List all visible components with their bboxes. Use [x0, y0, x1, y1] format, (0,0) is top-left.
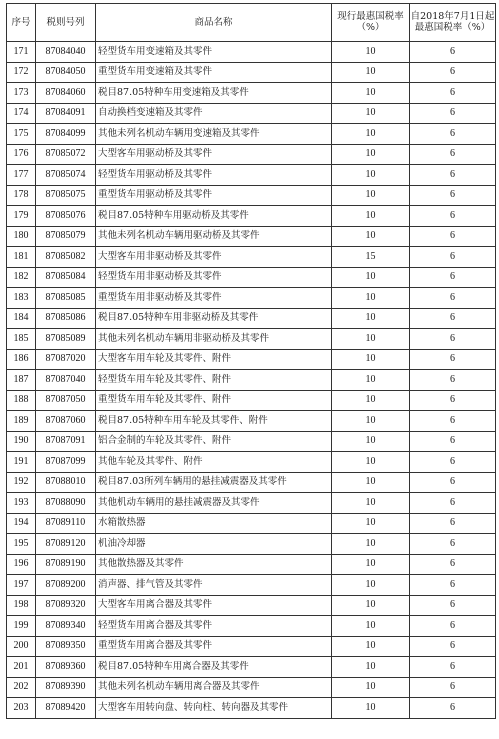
table-row [7, 554, 496, 575]
cell-product-name: 重型货车用非驱动桥及其零件 [96, 288, 332, 309]
cell-tariff-code: 87089340 [36, 616, 96, 637]
cell-product-name: 大型客车用驱动桥及其零件 [96, 144, 332, 165]
cell-current-mfn-rate: 10 [332, 575, 410, 596]
cell-serial-number: 171 [7, 42, 36, 63]
cell-current-mfn-rate: 10 [332, 288, 410, 309]
table-row [7, 411, 496, 432]
cell-new-mfn-rate: 6 [410, 185, 496, 206]
table-row [7, 267, 496, 288]
table-row [7, 42, 496, 63]
cell-new-mfn-rate: 6 [410, 636, 496, 657]
cell-current-mfn-rate: 10 [332, 534, 410, 555]
header-new-mfn-rate: 自2018年7月1日起最惠国税率（%） [410, 4, 496, 42]
cell-product-name: 大型客车用非驱动桥及其零件 [96, 247, 332, 268]
header-serial-number: 序号 [7, 4, 36, 42]
cell-tariff-code: 87088090 [36, 493, 96, 514]
cell-serial-number: 184 [7, 308, 36, 329]
cell-new-mfn-rate: 6 [410, 83, 496, 104]
cell-serial-number: 178 [7, 185, 36, 206]
cell-new-mfn-rate: 6 [410, 534, 496, 555]
cell-new-mfn-rate: 6 [410, 103, 496, 124]
cell-product-name: 税目87.05特种车用离合器及其零件 [96, 657, 332, 678]
cell-product-name: 自动换档变速箱及其零件 [96, 103, 332, 124]
cell-serial-number: 172 [7, 62, 36, 83]
cell-current-mfn-rate: 10 [332, 62, 410, 83]
cell-current-mfn-rate: 15 [332, 247, 410, 268]
cell-new-mfn-rate: 6 [410, 165, 496, 186]
cell-product-name: 重型货车用车轮及其零件、附件 [96, 390, 332, 411]
cell-serial-number: 196 [7, 554, 36, 575]
cell-tariff-code: 87089190 [36, 554, 96, 575]
cell-serial-number: 191 [7, 452, 36, 473]
cell-current-mfn-rate: 10 [332, 595, 410, 616]
cell-serial-number: 182 [7, 267, 36, 288]
cell-new-mfn-rate: 6 [410, 575, 496, 596]
cell-current-mfn-rate: 10 [332, 329, 410, 350]
cell-new-mfn-rate: 6 [410, 62, 496, 83]
cell-serial-number: 173 [7, 83, 36, 104]
cell-serial-number: 188 [7, 390, 36, 411]
cell-new-mfn-rate: 6 [410, 329, 496, 350]
cell-serial-number: 185 [7, 329, 36, 350]
cell-serial-number: 175 [7, 124, 36, 145]
cell-product-name: 其他机动车辆用的悬挂减震器及其零件 [96, 493, 332, 514]
cell-tariff-code: 87084040 [36, 42, 96, 63]
cell-product-name: 轻型货车用离合器及其零件 [96, 616, 332, 637]
cell-product-name: 轻型货车用驱动桥及其零件 [96, 165, 332, 186]
cell-tariff-code: 87089110 [36, 513, 96, 534]
table-row [7, 226, 496, 247]
cell-product-name: 水箱散热器 [96, 513, 332, 534]
cell-current-mfn-rate: 10 [332, 472, 410, 493]
cell-serial-number: 174 [7, 103, 36, 124]
cell-serial-number: 179 [7, 206, 36, 227]
cell-serial-number: 195 [7, 534, 36, 555]
cell-new-mfn-rate: 6 [410, 124, 496, 145]
table-row [7, 349, 496, 370]
cell-new-mfn-rate: 6 [410, 657, 496, 678]
cell-current-mfn-rate: 10 [332, 267, 410, 288]
cell-current-mfn-rate: 10 [332, 636, 410, 657]
cell-current-mfn-rate: 10 [332, 513, 410, 534]
cell-serial-number: 200 [7, 636, 36, 657]
cell-serial-number: 197 [7, 575, 36, 596]
cell-tariff-code: 87087040 [36, 370, 96, 391]
cell-new-mfn-rate: 6 [410, 616, 496, 637]
cell-tariff-code: 87084060 [36, 83, 96, 104]
table-row [7, 636, 496, 657]
cell-current-mfn-rate: 10 [332, 677, 410, 698]
cell-serial-number: 187 [7, 370, 36, 391]
cell-tariff-code: 87089120 [36, 534, 96, 555]
table-row [7, 308, 496, 329]
cell-new-mfn-rate: 6 [410, 226, 496, 247]
cell-current-mfn-rate: 10 [332, 390, 410, 411]
cell-tariff-code: 87084050 [36, 62, 96, 83]
cell-new-mfn-rate: 6 [410, 144, 496, 165]
table-row [7, 698, 496, 719]
cell-new-mfn-rate: 6 [410, 677, 496, 698]
cell-tariff-code: 87087050 [36, 390, 96, 411]
cell-current-mfn-rate: 10 [332, 452, 410, 473]
cell-tariff-code: 87087099 [36, 452, 96, 473]
cell-new-mfn-rate: 6 [410, 431, 496, 452]
cell-product-name: 重型货车用驱动桥及其零件 [96, 185, 332, 206]
cell-new-mfn-rate: 6 [410, 206, 496, 227]
cell-tariff-code: 87085075 [36, 185, 96, 206]
cell-current-mfn-rate: 10 [332, 42, 410, 63]
cell-product-name: 大型客车用车轮及其零件、附件 [96, 349, 332, 370]
cell-tariff-code: 87085072 [36, 144, 96, 165]
cell-tariff-code: 87089200 [36, 575, 96, 596]
cell-product-name: 轻型货车用车轮及其零件、附件 [96, 370, 332, 391]
table-row [7, 103, 496, 124]
table-row [7, 247, 496, 268]
cell-current-mfn-rate: 10 [332, 165, 410, 186]
cell-product-name: 税目87.05特种车用非驱动桥及其零件 [96, 308, 332, 329]
cell-new-mfn-rate: 6 [410, 513, 496, 534]
cell-tariff-code: 87089390 [36, 677, 96, 698]
cell-serial-number: 203 [7, 698, 36, 719]
table-row [7, 288, 496, 309]
cell-product-name: 其他散热器及其零件 [96, 554, 332, 575]
cell-serial-number: 176 [7, 144, 36, 165]
cell-serial-number: 192 [7, 472, 36, 493]
cell-product-name: 其他未列名机动车辆用驱动桥及其零件 [96, 226, 332, 247]
table-row [7, 595, 496, 616]
cell-current-mfn-rate: 10 [332, 370, 410, 391]
cell-serial-number: 199 [7, 616, 36, 637]
cell-new-mfn-rate: 6 [410, 247, 496, 268]
cell-product-name: 机油冷却器 [96, 534, 332, 555]
cell-tariff-code: 87085086 [36, 308, 96, 329]
cell-tariff-code: 87084091 [36, 103, 96, 124]
cell-new-mfn-rate: 6 [410, 42, 496, 63]
cell-new-mfn-rate: 6 [410, 595, 496, 616]
cell-tariff-code: 87085084 [36, 267, 96, 288]
cell-new-mfn-rate: 6 [410, 698, 496, 719]
cell-product-name: 消声器、排气管及其零件 [96, 575, 332, 596]
table-row [7, 431, 496, 452]
cell-tariff-code: 87087020 [36, 349, 96, 370]
table-row [7, 83, 496, 104]
table-row [7, 513, 496, 534]
table-row [7, 390, 496, 411]
cell-tariff-code: 87085089 [36, 329, 96, 350]
cell-tariff-code: 87085074 [36, 165, 96, 186]
cell-current-mfn-rate: 10 [332, 554, 410, 575]
cell-serial-number: 190 [7, 431, 36, 452]
cell-current-mfn-rate: 10 [332, 698, 410, 719]
cell-product-name: 其他未列名机动车辆用非驱动桥及其零件 [96, 329, 332, 350]
cell-product-name: 税目87.05特种车用车轮及其零件、附件 [96, 411, 332, 432]
table-row [7, 165, 496, 186]
table-row [7, 124, 496, 145]
cell-tariff-code: 87085085 [36, 288, 96, 309]
cell-current-mfn-rate: 10 [332, 185, 410, 206]
table-row [7, 472, 496, 493]
cell-product-name: 税目87.03所列车辆用的悬挂减震器及其零件 [96, 472, 332, 493]
cell-tariff-code: 87085076 [36, 206, 96, 227]
cell-current-mfn-rate: 10 [332, 124, 410, 145]
cell-product-name: 轻型货车用非驱动桥及其零件 [96, 267, 332, 288]
table-row [7, 370, 496, 391]
cell-tariff-code: 87085079 [36, 226, 96, 247]
cell-product-name: 重型货车用离合器及其零件 [96, 636, 332, 657]
cell-serial-number: 181 [7, 247, 36, 268]
cell-serial-number: 193 [7, 493, 36, 514]
table-body [7, 42, 496, 719]
cell-tariff-code: 87085082 [36, 247, 96, 268]
cell-serial-number: 202 [7, 677, 36, 698]
cell-serial-number: 198 [7, 595, 36, 616]
cell-current-mfn-rate: 10 [332, 431, 410, 452]
cell-serial-number: 183 [7, 288, 36, 309]
cell-current-mfn-rate: 10 [332, 349, 410, 370]
table-row [7, 452, 496, 473]
cell-new-mfn-rate: 6 [410, 554, 496, 575]
cell-new-mfn-rate: 6 [410, 349, 496, 370]
cell-current-mfn-rate: 10 [332, 83, 410, 104]
table-row [7, 657, 496, 678]
cell-tariff-code: 87089350 [36, 636, 96, 657]
cell-product-name: 其他车轮及其零件、附件 [96, 452, 332, 473]
cell-new-mfn-rate: 6 [410, 411, 496, 432]
cell-tariff-code: 87089420 [36, 698, 96, 719]
cell-product-name: 税目87.05特种车用变速箱及其零件 [96, 83, 332, 104]
table-row [7, 206, 496, 227]
cell-current-mfn-rate: 10 [332, 206, 410, 227]
table-row [7, 185, 496, 206]
cell-serial-number: 186 [7, 349, 36, 370]
cell-tariff-code: 87087091 [36, 431, 96, 452]
header-current-mfn-rate: 现行最惠国税率（%） [332, 4, 410, 42]
header-tariff-code: 税则号列 [36, 4, 96, 42]
table-row [7, 575, 496, 596]
cell-current-mfn-rate: 10 [332, 616, 410, 637]
cell-product-name: 大型客车用转向盘、转向柱、转向器及其零件 [96, 698, 332, 719]
header-row [7, 4, 496, 42]
table-row [7, 534, 496, 555]
cell-new-mfn-rate: 6 [410, 390, 496, 411]
cell-new-mfn-rate: 6 [410, 267, 496, 288]
cell-new-mfn-rate: 6 [410, 493, 496, 514]
cell-product-name: 铝合金制的车轮及其零件、附件 [96, 431, 332, 452]
cell-product-name: 其他未列名机动车辆用离合器及其零件 [96, 677, 332, 698]
tariff-table-container [6, 3, 495, 719]
table-row [7, 329, 496, 350]
cell-new-mfn-rate: 6 [410, 370, 496, 391]
cell-serial-number: 189 [7, 411, 36, 432]
cell-current-mfn-rate: 10 [332, 308, 410, 329]
cell-product-name: 重型货车用变速箱及其零件 [96, 62, 332, 83]
table-header [7, 4, 496, 42]
cell-tariff-code: 87084099 [36, 124, 96, 145]
table-row [7, 144, 496, 165]
table-row [7, 616, 496, 637]
cell-new-mfn-rate: 6 [410, 308, 496, 329]
cell-new-mfn-rate: 6 [410, 472, 496, 493]
cell-new-mfn-rate: 6 [410, 452, 496, 473]
cell-tariff-code: 87088010 [36, 472, 96, 493]
cell-product-name: 税目87.05特种车用驱动桥及其零件 [96, 206, 332, 227]
cell-new-mfn-rate: 6 [410, 288, 496, 309]
cell-current-mfn-rate: 10 [332, 144, 410, 165]
cell-serial-number: 194 [7, 513, 36, 534]
cell-current-mfn-rate: 10 [332, 493, 410, 514]
cell-current-mfn-rate: 10 [332, 103, 410, 124]
table-row [7, 677, 496, 698]
cell-product-name: 其他未列名机动车辆用变速箱及其零件 [96, 124, 332, 145]
cell-tariff-code: 87089360 [36, 657, 96, 678]
cell-serial-number: 177 [7, 165, 36, 186]
cell-product-name: 大型客车用离合器及其零件 [96, 595, 332, 616]
cell-product-name: 轻型货车用变速箱及其零件 [96, 42, 332, 63]
cell-current-mfn-rate: 10 [332, 226, 410, 247]
cell-tariff-code: 87087060 [36, 411, 96, 432]
header-product-name: 商品名称 [96, 4, 332, 42]
table-row [7, 62, 496, 83]
tariff-table [6, 3, 496, 719]
table-row [7, 493, 496, 514]
cell-serial-number: 180 [7, 226, 36, 247]
cell-current-mfn-rate: 10 [332, 657, 410, 678]
cell-tariff-code: 87089320 [36, 595, 96, 616]
cell-current-mfn-rate: 10 [332, 411, 410, 432]
cell-serial-number: 201 [7, 657, 36, 678]
